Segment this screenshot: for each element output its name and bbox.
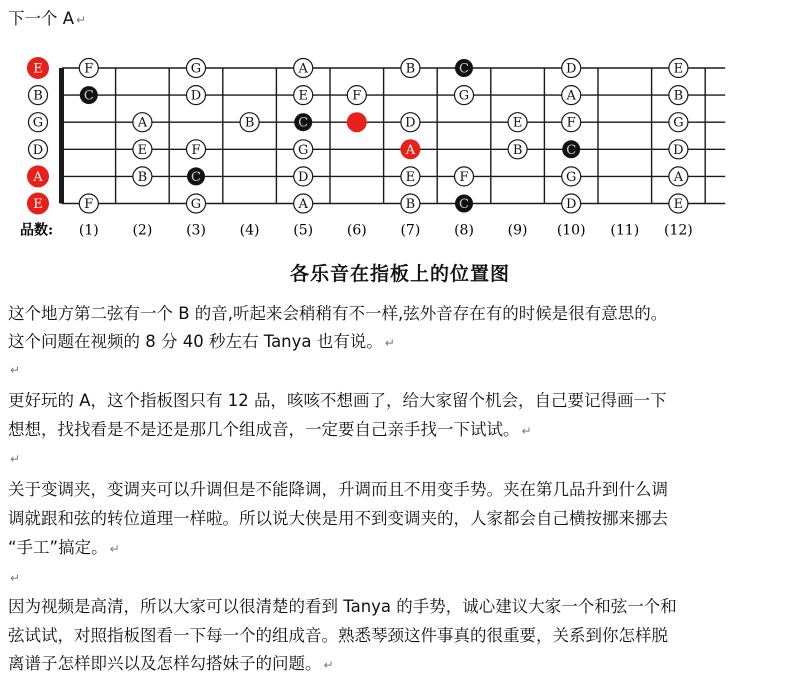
note-label: D bbox=[565, 197, 577, 212]
open-string-label: E bbox=[33, 197, 43, 212]
note-label: C bbox=[83, 88, 94, 104]
note-label: D bbox=[405, 115, 416, 131]
open-string-label: B bbox=[33, 88, 43, 104]
note-label: E bbox=[673, 197, 684, 212]
note-label: E bbox=[137, 142, 148, 158]
text-line: 这个问题在视频的 8 分 40 秒左右 Tanya 也有说。 ↵ bbox=[8, 332, 395, 351]
paragraph-mark: ↵ bbox=[109, 542, 120, 556]
note-label: C bbox=[298, 115, 309, 131]
heading-line bbox=[8, 8, 86, 31]
note-label: D bbox=[297, 169, 309, 185]
note-label: B bbox=[244, 115, 255, 131]
open-string-label: E bbox=[33, 61, 43, 77]
empty-line bbox=[8, 566, 20, 589]
note-label: A bbox=[405, 142, 416, 158]
fret-number: (10) bbox=[556, 222, 586, 239]
note-label: C bbox=[191, 169, 201, 185]
note-label: G bbox=[298, 142, 309, 158]
note-label: F bbox=[352, 88, 362, 104]
paragraph-mark: ↵ bbox=[521, 424, 532, 438]
fret-number: (7) bbox=[400, 222, 421, 239]
paragraph-mark: ↵ bbox=[384, 336, 395, 350]
note-label: B bbox=[137, 169, 148, 185]
note-label: A bbox=[298, 197, 308, 212]
text-line: 这个地方第二弦有一个 B 的音,听起来会稍稍有不一样,弦外音存在有的时候是很有意思的。 bbox=[8, 304, 668, 323]
text-line: 调就跟和弦的转位道理一样啦。所以说大侠是用不到变调夹的，人家都会自己横按挪来挪去 bbox=[8, 509, 668, 528]
fret-number: (9) bbox=[507, 222, 528, 239]
note-label: D bbox=[565, 61, 577, 77]
fret-number: (8) bbox=[454, 222, 474, 239]
fretboard-diagram bbox=[0, 50, 800, 255]
note-label: F bbox=[566, 115, 576, 131]
note-label: D bbox=[190, 88, 202, 104]
note-label: F bbox=[84, 61, 94, 77]
note-label: G bbox=[458, 88, 470, 104]
paragraph-mark: ↵ bbox=[323, 658, 334, 672]
text-line: 更好玩的 A，这个指板图只有 12 品，咳咳不想画了，给大家留个机会，自己要记得画一下 bbox=[8, 391, 667, 410]
text-line: 因为视频是高清，所以大家可以很清楚的看到 Tanya 的手势，诚心建议大家一个和弦一个和 bbox=[8, 597, 677, 616]
empty-line bbox=[8, 358, 20, 381]
paragraph-mark: ↵ bbox=[10, 571, 21, 585]
open-string-label: D bbox=[32, 142, 44, 158]
fret-number: (6) bbox=[346, 222, 367, 239]
text-line: “手工”搞定。 ↵ bbox=[8, 538, 120, 557]
note-label: G bbox=[190, 197, 202, 212]
paragraph-mark: ↵ bbox=[10, 452, 21, 466]
diagram-caption: 各乐音在指板上的位置图 bbox=[289, 263, 510, 285]
note-label: G bbox=[190, 61, 202, 77]
note-label: A bbox=[298, 61, 308, 77]
note-label: D bbox=[673, 142, 684, 158]
note-label: B bbox=[673, 88, 684, 104]
text-line: 想想，找找看是不是还是那几个组成音，一定要自己亲手找一下试试。 ↵ bbox=[8, 420, 532, 439]
note-label: A bbox=[673, 169, 684, 185]
note-label: F bbox=[459, 169, 469, 185]
note-dot-red bbox=[347, 112, 367, 132]
paragraph-mark: ↵ bbox=[10, 363, 21, 377]
note-label: E bbox=[512, 115, 523, 131]
fret-number: (3) bbox=[186, 222, 206, 239]
note-label: C bbox=[459, 61, 469, 77]
note-label: C bbox=[459, 197, 469, 212]
nut bbox=[59, 68, 64, 204]
open-string-label: A bbox=[33, 169, 43, 185]
fret-number: (12) bbox=[664, 222, 693, 239]
fret-number-label: 品数: bbox=[20, 222, 54, 239]
note-label: E bbox=[405, 169, 416, 185]
fret-number: (2) bbox=[132, 222, 153, 239]
note-label: B bbox=[405, 197, 416, 212]
note-label: A bbox=[137, 115, 148, 131]
note-label: C bbox=[566, 142, 577, 158]
note-label: B bbox=[512, 142, 523, 158]
empty-line bbox=[8, 447, 20, 470]
note-label: B bbox=[405, 61, 416, 77]
note-label: G bbox=[566, 169, 577, 185]
open-string-label: G bbox=[32, 115, 44, 131]
paragraph-mark: ↵ bbox=[76, 13, 87, 27]
text-line: 弦试试，对照指板图看一下每一个的组成音。熟悉琴颈这件事真的很重要，关系到你怎样脱 bbox=[8, 626, 668, 645]
text-line: 离谱子怎样即兴以及怎样勾搭妹子的问题。 ↵ bbox=[8, 654, 334, 673]
fret-number: (1) bbox=[78, 222, 99, 239]
fret-number: (4) bbox=[239, 222, 260, 239]
note-label: E bbox=[673, 61, 684, 77]
text-line: 关于变调夹，变调夹可以升调但是不能降调，升调而且不用变手势。夹在第几品升到什么调 bbox=[8, 480, 668, 499]
note-label: E bbox=[298, 88, 308, 104]
fret-number: (11) bbox=[610, 222, 640, 239]
note-label: F bbox=[191, 142, 201, 158]
note-label: F bbox=[84, 197, 94, 212]
note-label: A bbox=[566, 88, 576, 104]
heading-text: 下一个 A bbox=[8, 9, 75, 28]
note-label: G bbox=[673, 115, 684, 131]
fret-number: (5) bbox=[293, 222, 314, 239]
